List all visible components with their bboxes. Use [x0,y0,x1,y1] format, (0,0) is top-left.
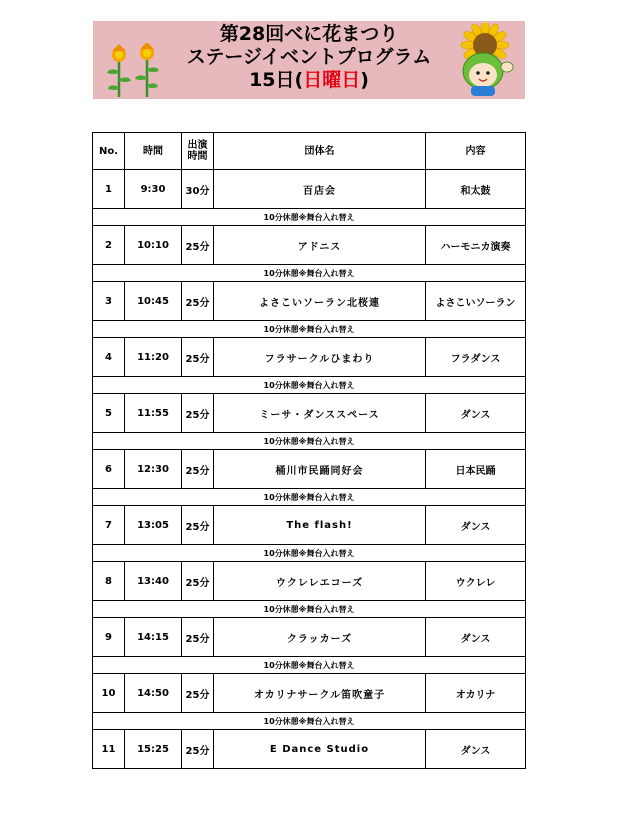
break-text: 10分休憩※舞台入れ替え [93,545,526,562]
title-line-1: 第28回べに花まつり [219,23,399,45]
table-row [93,730,526,769]
table-row [93,338,526,377]
row-content: よさこいソーラン [426,282,526,321]
break-text: 10分休憩※舞台入れ替え [93,657,526,674]
row-group-name: The flash! [214,506,426,545]
table-row [93,562,526,601]
row-time: 10:10 [125,226,182,265]
row-group-name: オカリナサークル笛吹童子 [214,674,426,713]
mascot-character [449,23,521,99]
row-duration: 25分 [182,450,214,489]
date-text: 15日( [249,69,304,91]
program-body [93,170,526,769]
break-text: 10分休憩※舞台入れ替え [93,209,526,226]
row-time: 9:30 [125,170,182,209]
row-duration: 25分 [182,394,214,433]
row-duration: 25分 [182,674,214,713]
row-number: 8 [93,562,125,601]
break-text: 10分休憩※舞台入れ替え [93,265,526,282]
row-group-name: 桶川市民踊同好会 [214,450,426,489]
row-content: ウクレレ [426,562,526,601]
header-content: 内容 [426,133,526,170]
row-group-name: クラッカーズ [214,618,426,657]
break-row [93,433,526,450]
row-number: 10 [93,674,125,713]
row-number: 2 [93,226,125,265]
row-number: 3 [93,282,125,321]
break-row [93,489,526,506]
row-content: 和太鼓 [426,170,526,209]
row-content: フラダンス [426,338,526,377]
row-duration: 25分 [182,338,214,377]
break-text: 10分休憩※舞台入れ替え [93,433,526,450]
header-duration [182,133,214,170]
row-group-name: アドニス [214,226,426,265]
row-time: 14:15 [125,618,182,657]
row-time: 10:45 [125,282,182,321]
break-text: 10分休憩※舞台入れ替え [93,601,526,618]
date-close-paren: ) [360,69,369,91]
row-number: 5 [93,394,125,433]
row-number: 7 [93,506,125,545]
break-row [93,657,526,674]
program-table [92,132,526,769]
table-row [93,170,526,209]
table-row [93,394,526,433]
row-content: ハーモニカ演奏 [426,226,526,265]
row-duration: 25分 [182,618,214,657]
row-time: 15:25 [125,730,182,769]
row-duration: 25分 [182,282,214,321]
row-group-name: よさこいソーラン北桜連 [214,282,426,321]
table-row [93,618,526,657]
break-text: 10分休憩※舞台入れ替え [93,713,526,730]
row-number: 6 [93,450,125,489]
title-line-2: ステージイベントプログラム [186,46,432,68]
row-number: 1 [93,170,125,209]
table-row [93,226,526,265]
break-row [93,713,526,730]
break-row [93,265,526,282]
row-number: 9 [93,618,125,657]
break-text: 10分休憩※舞台入れ替え [93,489,526,506]
row-number: 4 [93,338,125,377]
row-duration: 30分 [182,170,214,209]
header-no: No. [93,133,125,170]
row-time: 13:05 [125,506,182,545]
row-group-name: ウクレレエコーズ [214,562,426,601]
break-row [93,209,526,226]
row-duration: 25分 [182,506,214,545]
row-content: ダンス [426,394,526,433]
header-group: 団体名 [214,133,426,170]
table-row [93,282,526,321]
break-row [93,377,526,394]
weekday-text: 日曜日 [303,69,361,91]
row-duration: 25分 [182,226,214,265]
break-row [93,601,526,618]
row-group-name: フラサークルひまわり [214,338,426,377]
row-duration: 25分 [182,730,214,769]
row-content: ダンス [426,730,526,769]
table-row [93,450,526,489]
row-content: ダンス [426,506,526,545]
table-row [93,506,526,545]
break-row [93,321,526,338]
row-duration: 25分 [182,562,214,601]
break-text: 10分休憩※舞台入れ替え [93,377,526,394]
row-number: 11 [93,730,125,769]
table-row [93,674,526,713]
header-duration-text: 出演時間 [187,140,208,162]
row-content: オカリナ [426,674,526,713]
break-row [93,545,526,562]
row-group-name: 百店会 [214,170,426,209]
header-time: 時間 [125,133,182,170]
row-time: 13:40 [125,562,182,601]
table-header-row [93,133,526,170]
break-text: 10分休憩※舞台入れ替え [93,321,526,338]
row-time: 11:55 [125,394,182,433]
row-group-name: E Dance Studio [214,730,426,769]
row-content: 日本民踊 [426,450,526,489]
row-time: 14:50 [125,674,182,713]
title-banner [93,21,525,99]
row-group-name: ミーサ・ダンススペース [214,394,426,433]
row-time: 12:30 [125,450,182,489]
row-time: 11:20 [125,338,182,377]
row-content: ダンス [426,618,526,657]
